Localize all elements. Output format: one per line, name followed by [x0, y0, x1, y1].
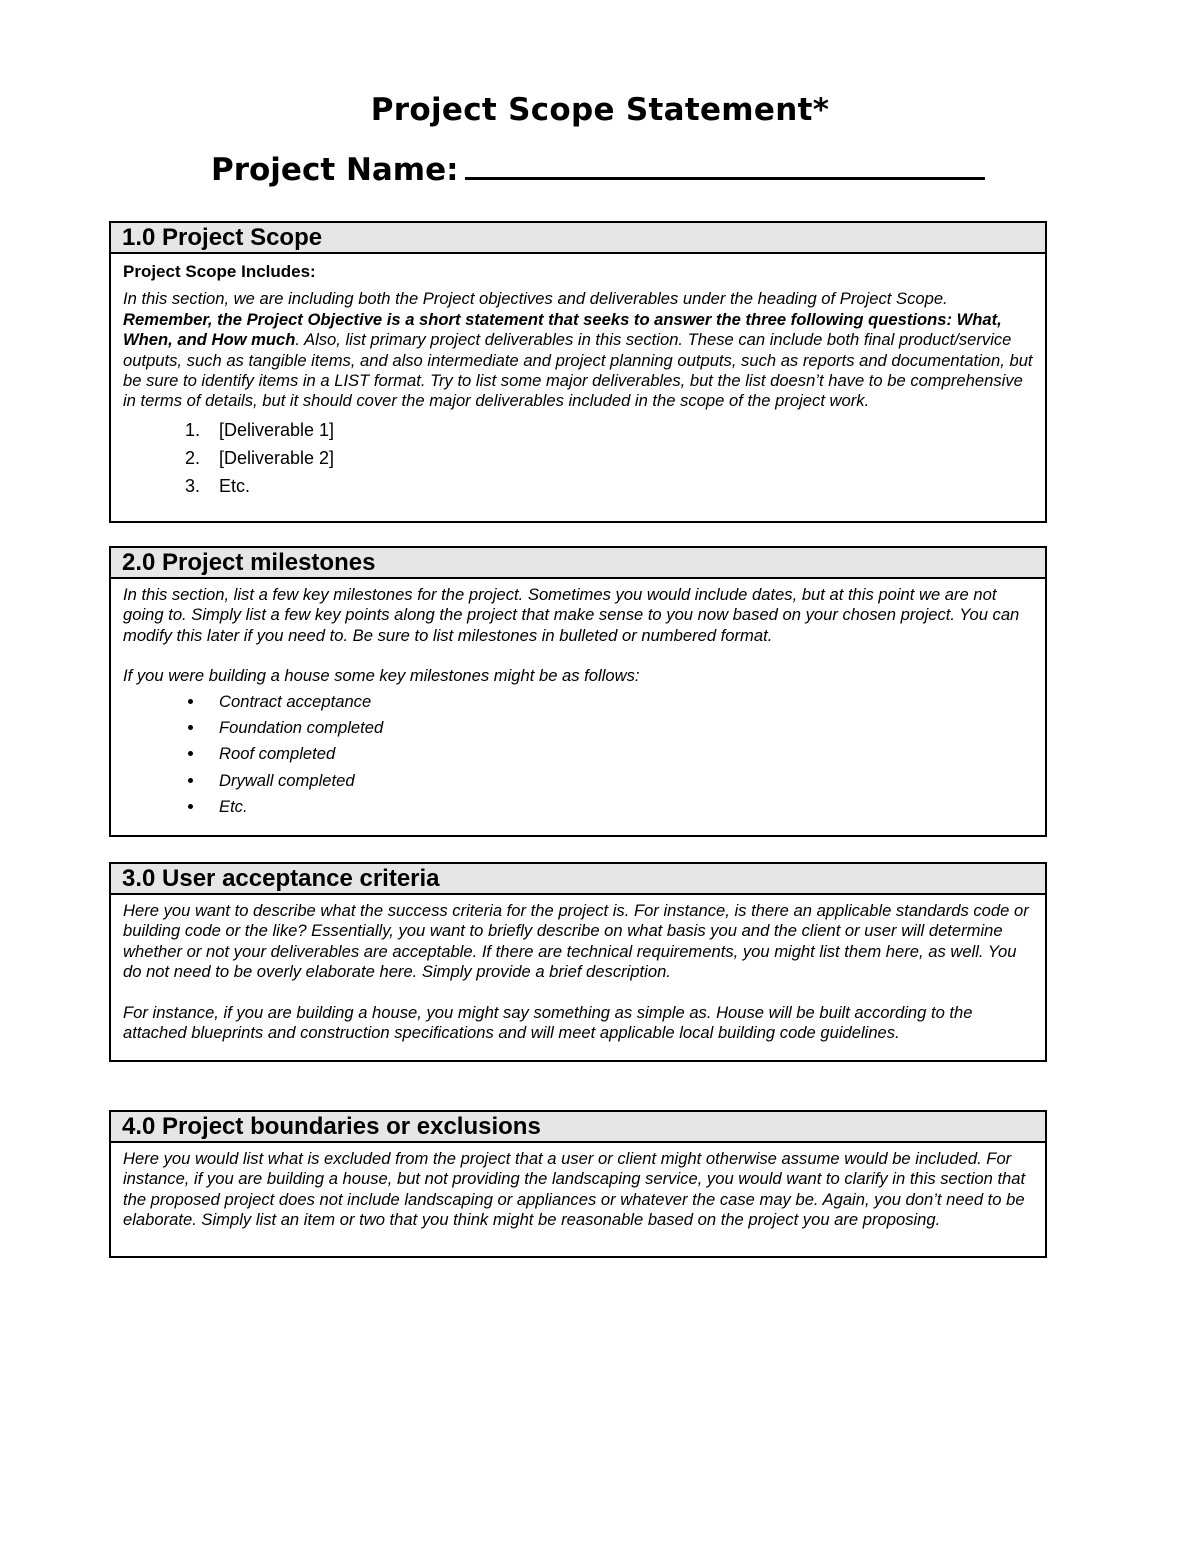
list-item: • Drywall completed [205, 768, 1033, 794]
section-paragraph: For instance, if you are building a house, you might say something as simple as. House will be built according to the attached blueprints and construction specifications and will meet applicable local building code guidelines. [123, 1002, 973, 1043]
deliverables-list [123, 416, 1033, 500]
document-title: Project Scope Statement* [370, 92, 830, 128]
milestones-list [123, 689, 1033, 821]
paragraph-rest: . Also, list primary project deliverables in this section. These can include both final product/service outputs, such as tangible items, and also intermediate and project planning outputs, such as reports and documentation, but be sure to identify items in a LIST format. Try to list some major deliverables, but the list doesn’t have to be comprehensive in terms of details, but it should cover the major deliverables included in the scope of the project work. [123, 330, 1033, 411]
section-project-scope [109, 221, 1047, 523]
list-item: 2. [Deliverable 2] [205, 444, 1033, 472]
section-paragraph: If you were building a house some key milestones might be as follows: [123, 666, 640, 686]
paragraph-bold: Remember, the Project Objective is a short statement that seeks to answer the three following questions: What, When, and How much [123, 309, 1002, 350]
project-name-blank [465, 153, 985, 180]
section-paragraph: Here you would list what is excluded from the project that a user or client might otherwise assume would be included. For instance, if you are building a house, but not providing the landscaping service, you would want to clarify in this section that the proposed project does not include landscaping or appliances or whatever the case may be. Again, you don’t need to be elaborate. Simply list an item or two that you think might be reasonable based on the project you are proposing. [123, 1149, 1026, 1230]
project-name-label: Project Name: [211, 152, 459, 188]
section-heading: 3.0 User acceptance criteria [111, 864, 1045, 895]
paragraph-intro: In this section, we are including both the Project objectives and deliverables under the heading of Project Scope. [123, 289, 948, 309]
list-item: • Etc. [205, 794, 1033, 820]
section-heading: 4.0 Project boundaries or exclusions [111, 1112, 1045, 1143]
section-subheading: Project Scope Includes: [123, 262, 316, 281]
list-item: • Foundation completed [205, 715, 1033, 741]
section-paragraph [123, 289, 1033, 411]
section-paragraph: Here you want to describe what the success criteria for the project is. For instance, is there an applicable standards code or building code or the like? Essentially, you want to briefly describe on what basis you and the client or user will determine whether or not your deliverables are acceptable. If there are technical requirements, you might list them here, as well. You do not need to be overly elaborate here. Simply provide a brief description. [123, 901, 1029, 982]
section-project-milestones [109, 546, 1047, 837]
section-project-boundaries [109, 1110, 1047, 1258]
section-heading: 1.0 Project Scope [111, 223, 1045, 254]
section-paragraph: In this section, list a few key milestones for the project. Sometimes you would include dates, but at this point we are not going to. Simply list a few key points along the project that make sense to you now based on your chosen project. You can modify this later if you need to. Be sure to list milestones in bulleted or numbered format. [123, 585, 1020, 645]
list-item: • Roof completed [205, 741, 1033, 767]
project-name-line [211, 152, 985, 188]
list-item: 3. Etc. [205, 472, 1033, 500]
section-heading: 2.0 Project milestones [111, 548, 1045, 579]
list-item: 1. [Deliverable 1] [205, 416, 1033, 444]
list-item: • Contract acceptance [205, 689, 1033, 715]
section-user-acceptance-criteria [109, 862, 1047, 1062]
